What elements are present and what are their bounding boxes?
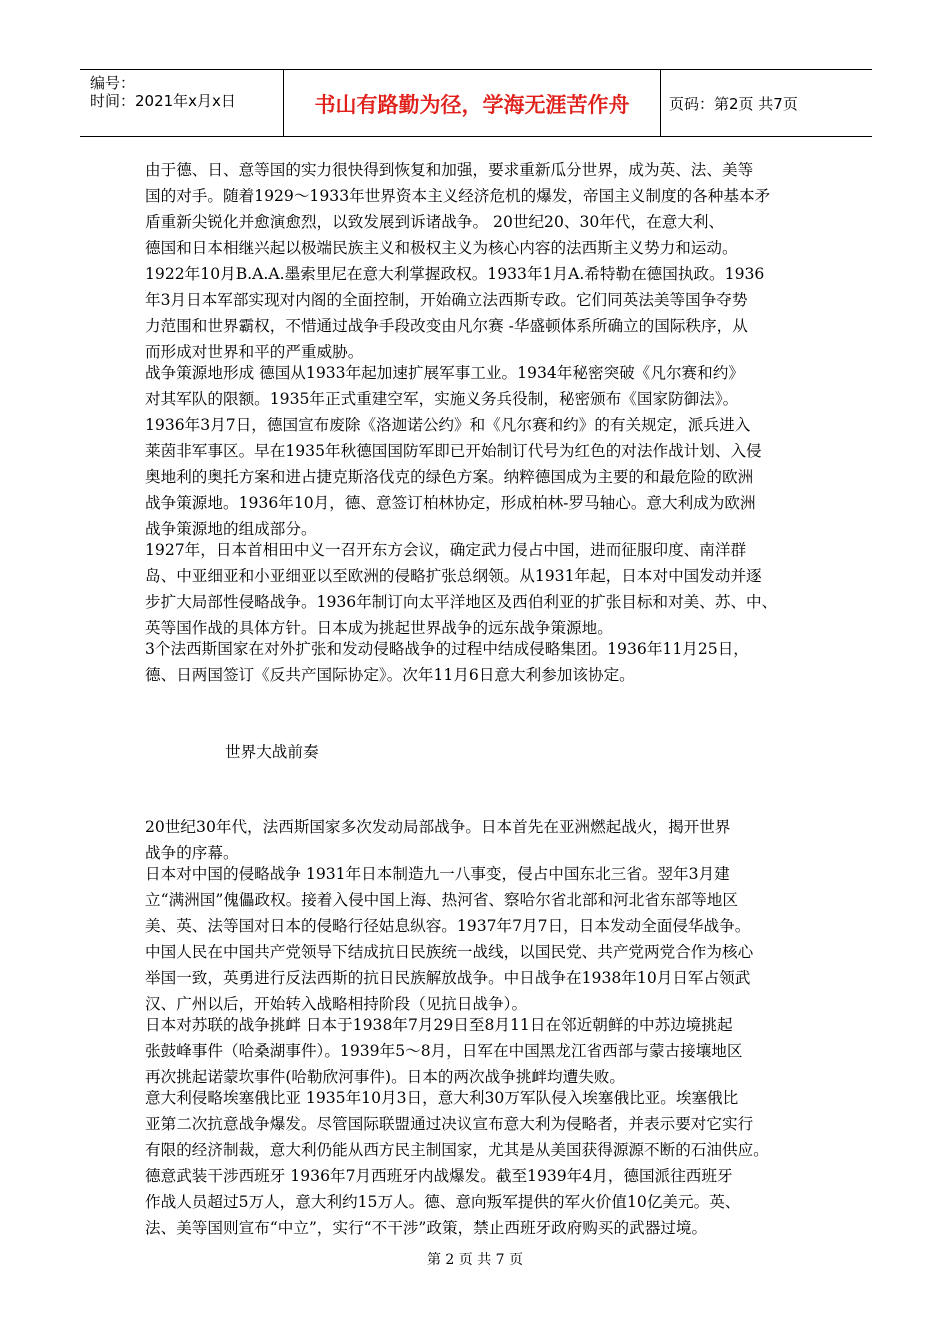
text-line: 而形成对世界和平的严重威胁。 — [145, 343, 364, 361]
text-line: 战争策源地的组成部分。 — [145, 520, 317, 538]
text-line: 作战人员超过5万人，意大利约15万人。德、意向叛军提供的军火价值10亿美元。英、 — [145, 1193, 741, 1211]
text-line: 1922年10月B.A.A.墨索里尼在意大利掌握政权。1933年1月A.希特勒在德国执政。1936 — [145, 265, 765, 283]
header-motto-cell — [284, 70, 661, 136]
text-line: 美、英、法等国对日本的侵略行径姑息纵容。1937年7月7日，日本发动全面侵华战争。 — [145, 917, 751, 935]
page-footer: 第 2 页 共 7 页 — [426, 1252, 524, 1268]
text-line: 日本对苏联的战争挑衅 日本于1938年7月29日至8月11日在邻近朝鲜的中苏边境挑起 — [145, 1016, 733, 1034]
text-line: 德、日两国签订《反共产国际协定》。次年11月6日意大利参加该协定。 — [145, 666, 635, 684]
text-line: 步扩大局部性侵略战争。1936年制订向太平洋地区及西伯利亚的扩张目标和对美、苏、中、 — [145, 593, 778, 611]
text-line: 日本对中国的侵略战争 1931年日本制造九一八事变，侵占中国东北三省。翌年3月建 — [145, 865, 730, 883]
text-line: 年3月日本军部实现对内阁的全面控制，开始确立法西斯专政。它们同英法美等国争夺势 — [145, 291, 748, 309]
text-line: 中国人民在中国共产党领导下结成抗日民族统一战线，以国民党、共产党两党合作为核心 — [145, 943, 754, 961]
text-line: 1927年，日本首相田中义一召开东方会议，确定武力侵占中国，进而征服印度、南洋群 — [145, 541, 747, 559]
text-line: 3个法西斯国家在对外扩张和发动侵略战争的过程中结成侵略集团。1936年11月25日， — [145, 640, 749, 658]
text-line: 莱茵非军事区。早在1935年秋德国国防军即已开始制订代号为红色的对法作战计划、入侵 — [145, 442, 762, 460]
text-line: 1936年3月7日，德国宣布废除《洛迦诺公约》和《凡尔赛和约》的有关规定，派兵进入 — [145, 416, 751, 434]
header-info-cell — [80, 70, 284, 136]
text-line: 亚第二次抗意战争爆发。尽管国际联盟通过决议宣布意大利为侵略者，并表示要对它实行 — [145, 1115, 754, 1133]
text-line: 德国和日本相继兴起以极端民族主义和极权主义为核心内容的法西斯主义势力和运动。 — [145, 239, 738, 257]
text-line: 德意武装干涉西班牙 1936年7月西班牙内战爆发。截至1939年4月，德国派往西班牙 — [145, 1167, 733, 1185]
text-line: 再次挑起诺蒙坎事件(哈勒欣河事件)。日本的两次战争挑衅均遭失败。 — [145, 1068, 625, 1086]
text-line: 20世纪30年代，法西斯国家多次发动局部战争。日本首先在亚洲燃起战火，揭开世界 — [145, 818, 731, 836]
text-line: 张鼓峰事件（哈桑湖事件）。1939年5～8月，日军在中国黑龙江省西部与蒙古接壤地区 — [145, 1042, 743, 1060]
text-line: 意大利侵略埃塞俄比亚 1935年10月3日，意大利30万军队侵入埃塞俄比亚。埃塞俄比 — [145, 1089, 739, 1107]
text-line: 由于德、日、意等国的实力很快得到恢复和加强，要求重新瓜分世界，成为英、法、美等 — [145, 161, 754, 179]
text-line: 奥地利的奥托方案和进占捷克斯洛伐克的绿色方案。纳粹德国成为主要的和最危险的欧洲 — [145, 468, 754, 486]
text-line: 英等国作战的具体方针。日本成为挑起世界战争的远东战争策源地。 — [145, 619, 613, 637]
header-page-cell — [661, 70, 872, 136]
text-line: 战争策源地。1936年10月，德、意签订柏林协定，形成柏林-罗马轴心。意大利成为欧洲 — [145, 494, 756, 512]
text-line: 法、美等国则宣布“中立”，实行“不干涉”政策，禁止西班牙政府购买的武器过境。 — [145, 1219, 708, 1237]
motto-text: 书山有路勤为径，学海无涯苦作舟 — [314, 93, 630, 117]
text-line: 立“满洲国”傀儡政权。接着入侵中国上海、热河省、察哈尔省北部和河北省东部等地区 — [145, 891, 738, 909]
date-label: 时间：2021年x月x日 — [90, 92, 236, 110]
page-header — [80, 69, 872, 137]
text-line: 力范围和世界霸权，不惜通过战争手段改变由凡尔赛 -华盛顿体系所确立的国际秩序，从 — [145, 317, 748, 335]
text-line: 汉、广州以后，开始转入战略相持阶段（见抗日战争）。 — [145, 995, 528, 1013]
text-line: 国的对手。随着1929～1933年世界资本主义经济危机的爆发，帝国主义制度的各种基本矛 — [145, 187, 771, 205]
text-line: 举国一致，英勇进行反法西斯的抗日民族解放战争。中日战争在1938年10月日军占领武 — [145, 969, 751, 987]
page-info: 页码：第2页 共7页 — [669, 95, 798, 113]
text-line: 盾重新尖锐化并愈演愈烈，以致发展到诉诸战争。 20世纪20、30年代，在意大利、 — [145, 213, 725, 231]
text-line: 对其军队的限额。1935年正式重建空军，实施义务兵役制，秘密颁布《国家防御法》。 — [145, 390, 739, 408]
text-line: 有限的经济制裁，意大利仍能从西方民主制国家，尤其是从美国获得源源不断的石油供应。 — [145, 1141, 769, 1159]
section-title: 世界大战前奏 — [225, 743, 319, 761]
number-label: 编号： — [90, 74, 136, 92]
text-line: 战争的序幕。 — [145, 844, 239, 862]
text-line: 战争策源地形成 德国从1933年起加速扩展军事工业。1934年秘密突破《凡尔赛和约》 — [145, 364, 744, 382]
text-line: 岛、中亚细亚和小亚细亚以至欧洲的侵略扩张总纲领。从1931年起，日本对中国发动并逐 — [145, 567, 762, 585]
